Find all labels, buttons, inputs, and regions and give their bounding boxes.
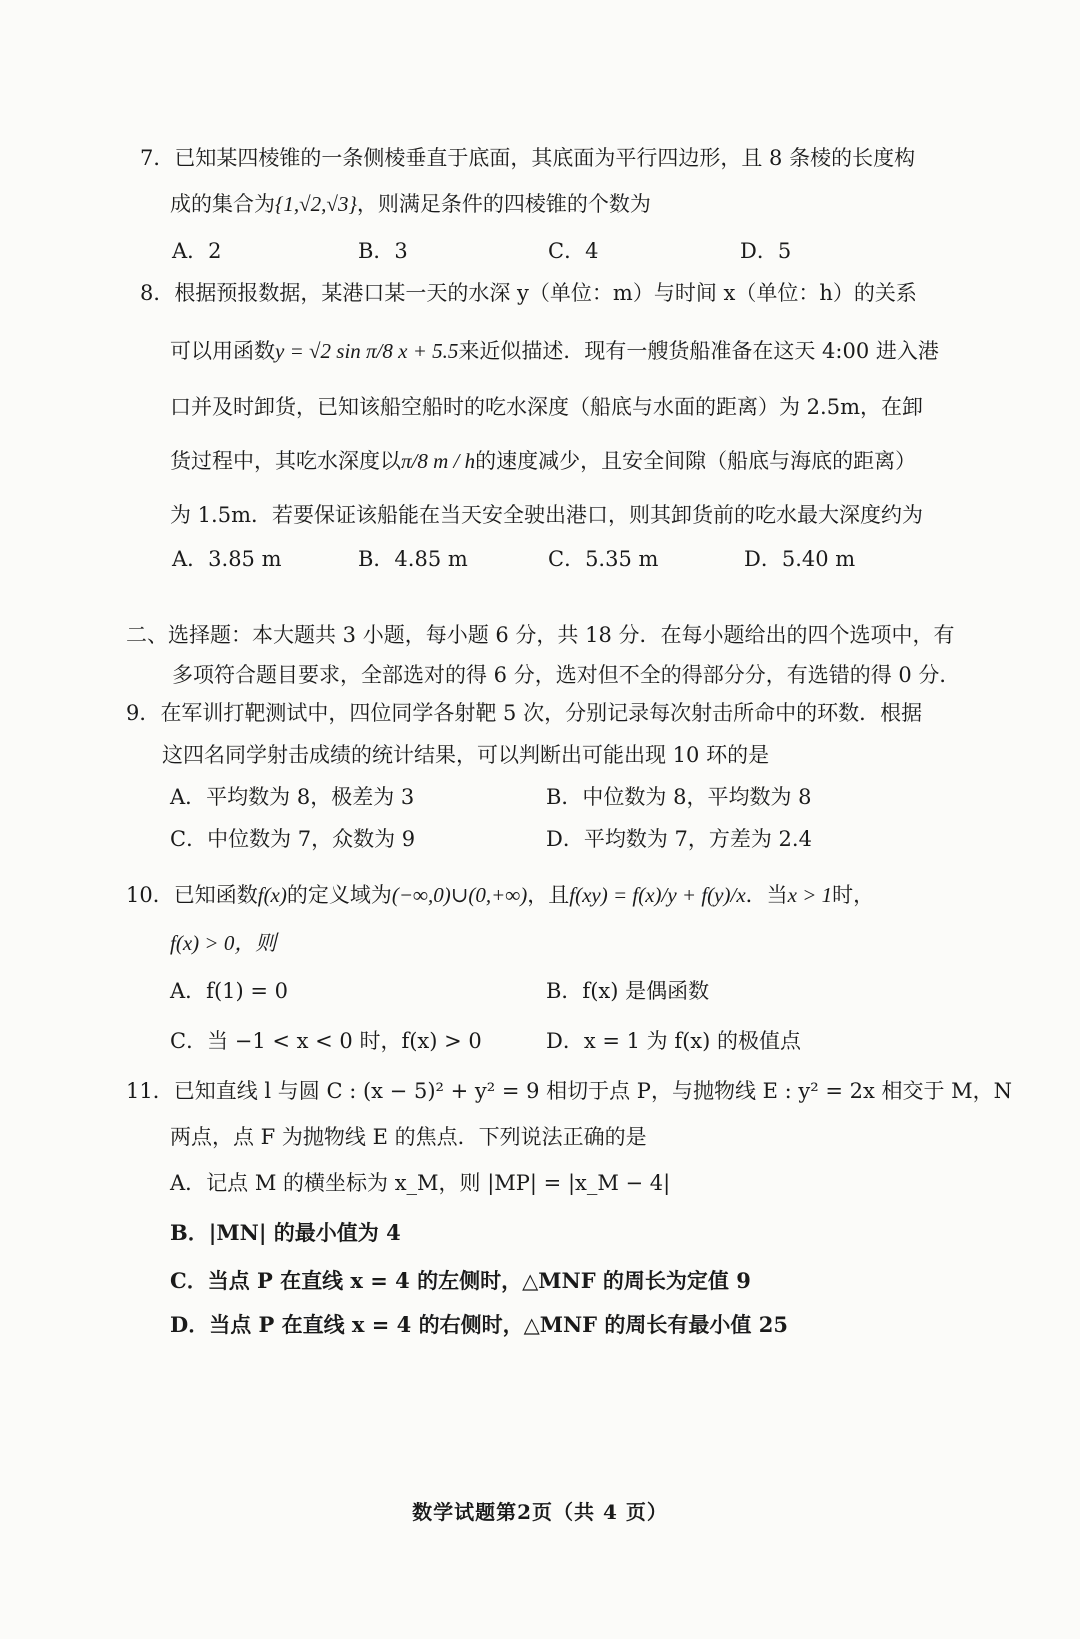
q10-option-b: B．f(x) 是偶函数: [546, 979, 710, 1003]
q11-option-c: C．当点 P 在直线 x = 4 的左侧时，△MNF 的周长为定值 9: [170, 1268, 751, 1293]
q9-option-b: B．中位数为 8，平均数为 8: [546, 785, 812, 809]
q7-option-d: D．5: [740, 239, 792, 263]
q9-number: 9．: [126, 701, 161, 725]
q10-equation-formula: f(xy) = f(x)/y + f(y)/x: [569, 883, 746, 907]
section-2-heading: 二、选择题：本大题共 3 小题，每小题 6 分，共 18 分．在每小题给出的四个选项中，有: [126, 623, 955, 647]
q9-line-1: 9．在军训打靶测试中，四位同学各射靶 5 次，分别记录每次射击所命中的环数．根据: [126, 701, 923, 725]
q10-domain-formula: (−∞,0)∪(0,+∞): [391, 883, 528, 907]
q11-number: 11．: [126, 1079, 174, 1103]
q10-line-2: f(x) > 0，则: [170, 931, 277, 955]
section-2-instructions: 多项符合题目要求，全部选对的得 6 分，选对但不全的得部分分，有选错的得 0 分．: [172, 663, 961, 687]
q7-set-formula: {1,√2,√3}: [275, 192, 357, 216]
q8-option-b: B．4.85 m: [358, 547, 468, 571]
q9-option-a: A．平均数为 8，极差为 3: [170, 785, 415, 809]
q11-option-a: A．记点 M 的横坐标为 x_M，则 |MP| = |x_M − 4|: [170, 1171, 671, 1195]
q11-line-1: 11．已知直线 l 与圆 C : (x − 5)² + y² = 9 相切于点 P，与抛物线 E : y² = 2x 相交于 M，N: [126, 1079, 1013, 1103]
page-footer: 数学试题第2页（共 4 页）: [412, 1500, 668, 1524]
q8-option-a: A．3.85 m: [172, 547, 282, 571]
q7-option-c: C．4: [548, 239, 599, 263]
q7-number: 7．: [140, 146, 175, 170]
q9-option-d: D．平均数为 7，方差为 2.4: [546, 827, 812, 851]
q8-line-2: 可以用函数y = √2 sin π/8 x + 5.5来近似描述．现有一艘货船准备在这天 4:00 进入港: [170, 339, 939, 363]
q8-function-formula: y = √2 sin π/8 x + 5.5: [275, 339, 459, 363]
q8-option-c: C．5.35 m: [548, 547, 659, 571]
q9-option-c: C．中位数为 7，众数为 9: [170, 827, 416, 851]
q9-line-2: 这四名同学射击成绩的统计结果，可以判断出可能出现 10 环的是: [162, 743, 770, 767]
q10-option-a: A．f(1) = 0: [170, 979, 288, 1003]
q7-line-2: 成的集合为{1,√2,√3}，则满足条件的四棱锥的个数为: [170, 192, 651, 216]
q11-line-2: 两点，点 F 为抛物线 E 的焦点．下列说法正确的是: [170, 1125, 647, 1149]
q8-option-d: D．5.40 m: [744, 547, 856, 571]
q7-option-b: B．3: [358, 239, 408, 263]
q10-option-c: C．当 −1 < x < 0 时，f(x) > 0: [170, 1029, 482, 1053]
q10-line-1: 10．已知函数f(x)的定义域为(−∞,0)∪(0,+∞)，且f(xy) = f(x)/y + f(y)/x．当x > 1时，: [126, 883, 875, 907]
q10-option-d: D．x = 1 为 f(x) 的极值点: [546, 1029, 802, 1053]
q11-option-b: B．|MN| 的最小值为 4: [170, 1220, 401, 1245]
q8-line-3: 口并及时卸货，已知该船空船时的吃水深度（船底与水面的距离）为 2.5m，在卸: [170, 395, 923, 419]
q8-line-1: 8．根据预报数据，某港口某一天的水深 y（单位：m）与时间 x（单位：h）的关系: [140, 281, 917, 305]
q10-number: 10．: [126, 883, 174, 907]
q8-number: 8．: [140, 281, 175, 305]
q8-rate-formula: π/8 m / h: [401, 449, 476, 473]
q7-option-a: A．2: [172, 239, 222, 263]
q11-option-d: D．当点 P 在直线 x = 4 的右侧时，△MNF 的周长有最小值 25: [170, 1312, 788, 1337]
q8-line-5: 为 1.5m．若要保证该船能在当天安全驶出港口，则其卸货前的吃水最大深度约为: [170, 503, 923, 527]
q7-line-1: 7．已知某四棱锥的一条侧棱垂直于底面，其底面为平行四边形，且 8 条棱的长度构: [140, 146, 916, 170]
q8-line-4: 货过程中，其吃水深度以π/8 m / h的速度减少，且安全间隙（船底与海底的距离）: [170, 449, 917, 473]
